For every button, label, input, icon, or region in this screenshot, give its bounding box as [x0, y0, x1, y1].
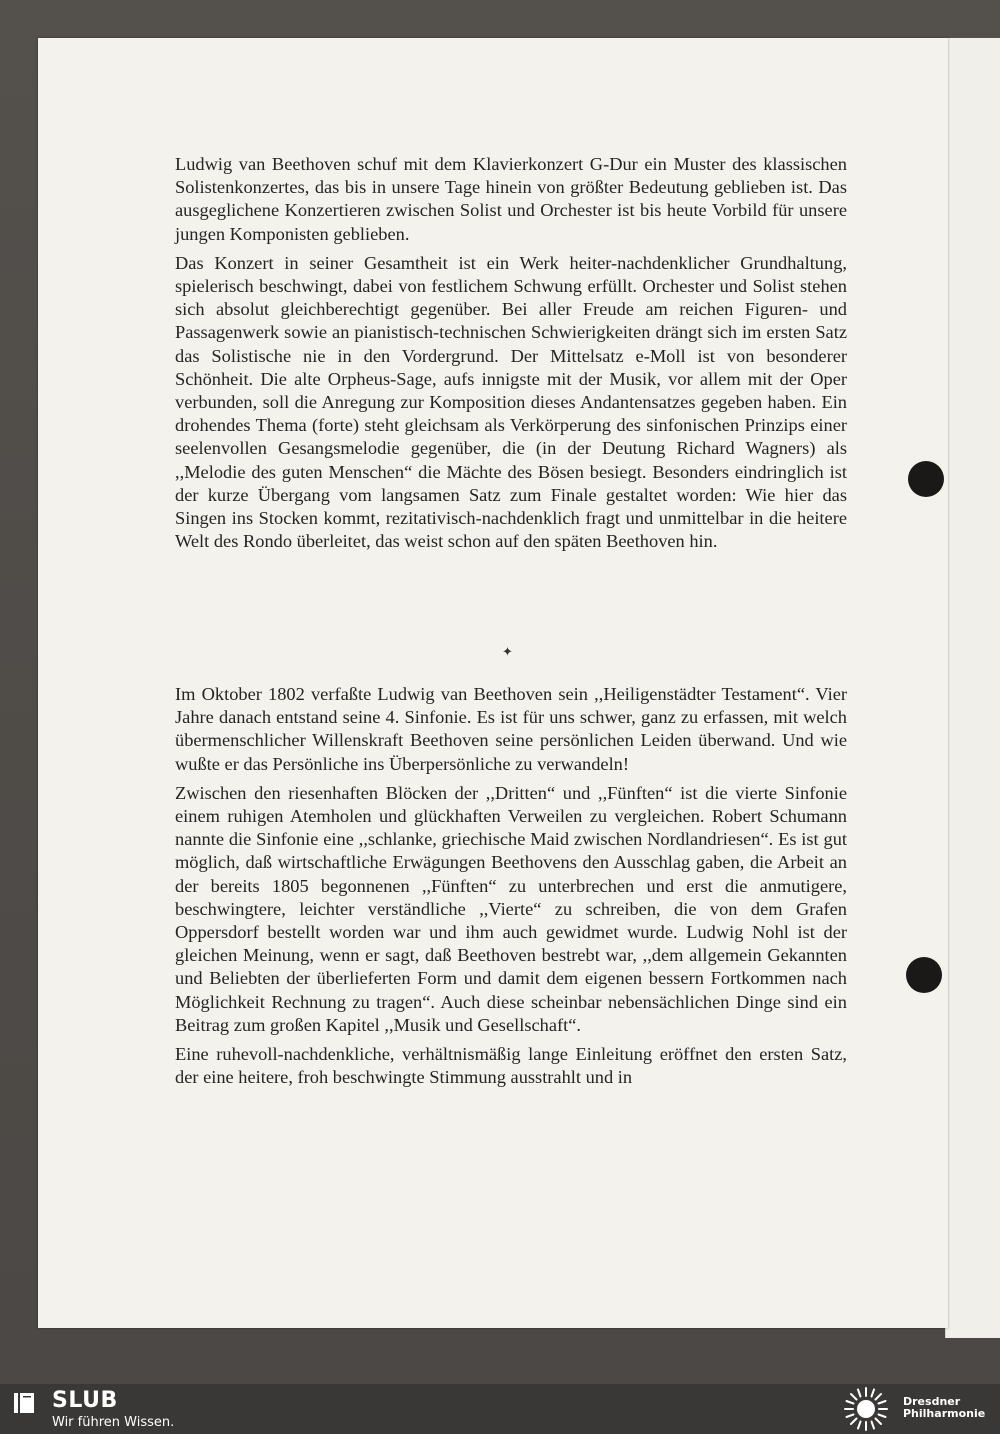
paragraph: Eine ruhevoll-nachdenkliche, verhältnismäßig lange Einleitung eröffnet den ersten Satz, der eine heitere, froh beschwingte Stimmung ausstrahlt und in	[175, 1044, 847, 1088]
library-tagline: Wir führen Wissen.	[52, 1415, 175, 1430]
paragraph: Das Konzert in seiner Gesamtheit ist ein Werk heiter-nachdenklicher Grundhaltung, spielerisch beschwingt, dabei von festlichem Schwung erfüllt. Orchester und Solist stehen sich absolut gleichberechtigt gegenüber. Bei aller Freude am reichen Figuren- und Passagenwerk sowie an pianistisch-technischen Schwierigkeiten drängt sich im ersten Satz das Solistische nie in den Vordergrund. Der Mittelsatz e-Moll ist von besonderer Schönheit. Die alte Orpheus-Sage, aufs innigste mit der Musik, vor allem mit der Oper verbunden, soll die Anregung zur Komposition dieses Andantensatzes gegeben haben. Ein drohendes Thema (forte) steht gleichsam als Verkörperung des sinfonischen Prinzips einer seelenvollen Gesangsmelodie gegenüber, die (in der Deutung Richard Wagners) als ,,Melodie des guten Menschen“ die Mächte des Bösen besiegt. Besonders eindringlich ist der kurze Übergang vom langsamen Satz zum Finale gestaltet worden: Wie hier das Singen ins Stocken kommt, rezitativisch-nachdenklich fragt und unmittelbar in die heitere Welt des Rondo überleitet, das weist schon auf den späten Beethoven hin.	[175, 252, 847, 552]
paragraph: Zwischen den riesenhaften Blöcken der ,,Dritten“ und ,,Fünften“ ist die vierte Sinfonie einem ruhigen Atemholen und glückhaften Verweilen zu vergleichen. Robert Schumann nannte die Sinfonie eine ,,schlanke, griechische Maid zwischen Nordlandriesen“. Es ist gut möglich, daß wirtschaftliche Erwägungen Beethovens den Ausschlag gaben, die Arbeit an der bereits 1805 begonnenen ,,Fünften“ zu unterbrechen und erst die anmutigere, beschwingtere, leichter verständliche ,,Vierte“ zu schreiben, die von dem Grafen Oppersdorf bestellt worden war und ihm auch gewidmet wurde. Ludwig Nohl ist der gleichen Meinung, wenn er sagt, daß Beethoven bestrebt war, ,,dem allgemein Gekannten und Beliebten der überlieferten Form und damit dem eigenen bessern Fortkommen nach Möglichkeit Rechnung zu tragen“. Auch diese scheinbar nebensächlichen Dinge sind ein Beitrag zum großen Kapitel ,,Musik und Gesellschaft“.	[175, 782, 847, 1035]
punch-hole	[906, 957, 942, 993]
punch-hole	[908, 461, 944, 497]
adjacent-page-edge	[945, 38, 1000, 1338]
symphony-section	[175, 683, 847, 1095]
dresdner-philharmonie-burst-icon	[842, 1385, 890, 1433]
partner-name-line1: Dresdner	[903, 1395, 961, 1408]
slub-book-icon	[14, 1391, 38, 1415]
partner-name-line2: Philharmonie	[903, 1407, 986, 1420]
concerto-section	[175, 153, 847, 559]
section-separator: ✦	[502, 645, 513, 660]
footer-bar	[0, 1384, 1000, 1434]
partner-name[interactable]	[903, 1396, 985, 1420]
paragraph: Im Oktober 1802 verfaßte Ludwig van Beethoven sein ,,Heiligenstädter Testament“. Vier Jahre danach entstand seine 4. Sinfonie. Es ist für uns schwer, ganz zu erfassen, mit welch übermenschlicher Willenskraft Beethoven seine persönlichen Leiden überwand. Und wie wußte er das Persönliche ins Überpersönliche zu verwandeln!	[175, 684, 847, 774]
library-name[interactable]: SLUB	[52, 1388, 118, 1413]
paragraph: Ludwig van Beethoven schuf mit dem Klavierkonzert G-Dur ein Muster des klassischen Solistenkonzertes, das bis in unsere Tage hinein von größter Bedeutung geblieben ist. Das ausgeglichene Konzertieren zwischen Solist und Orchester ist bis heute Vorbild für unsere jungen Komponisten geblieben.	[175, 154, 847, 244]
